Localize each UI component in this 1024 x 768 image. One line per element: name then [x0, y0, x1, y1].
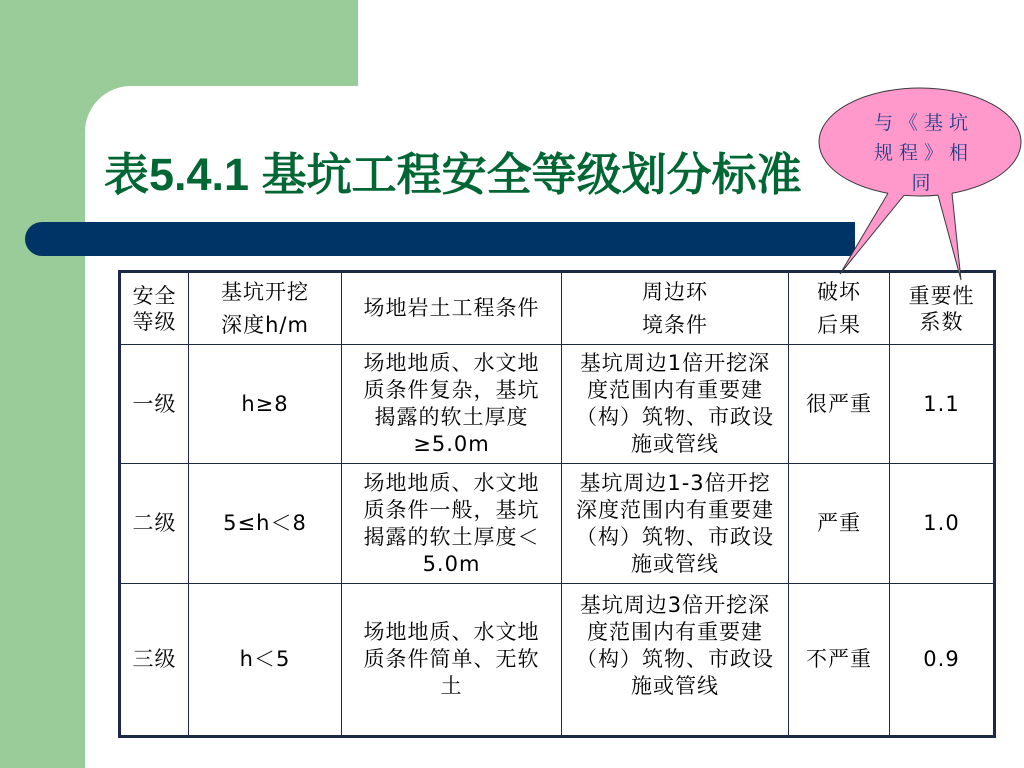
safety-grade-table	[118, 270, 996, 738]
header-surrounding-environment	[562, 272, 789, 345]
cell-line: 不严重	[806, 647, 872, 671]
cell-line: h＜5	[239, 647, 291, 671]
cell-line: 质条件简单、无软	[363, 647, 540, 671]
green-left-band	[0, 0, 85, 768]
cell-line: （构）筑物、市政设	[576, 647, 774, 671]
cell-line: 基坑周边1-3倍开挖	[579, 470, 771, 495]
cell-line: 度范围内有重要建	[587, 620, 763, 644]
cell-line: 1.0	[923, 511, 960, 535]
cell-line: h≥8	[241, 391, 289, 416]
cell-importance-factor	[890, 345, 995, 464]
cell-safety-level	[120, 345, 189, 464]
callout-line: 同	[911, 172, 937, 194]
header-line: 境条件	[642, 312, 708, 337]
cell-surrounding-environment	[562, 464, 789, 584]
callout-text	[818, 108, 1024, 198]
header-line: 等级	[132, 309, 177, 334]
cell-importance-factor	[890, 584, 995, 737]
cell-line: 场地地质、水文地	[363, 620, 540, 644]
cell-surrounding-environment	[562, 345, 789, 464]
cell-failure-consequence	[789, 464, 890, 584]
cell-safety-level	[120, 464, 189, 584]
cell-site-conditions	[342, 345, 562, 464]
cell-line: 土	[440, 674, 463, 698]
cell-line: 深度范围内有重要建	[576, 497, 774, 522]
cell-line: 场地地质、水文地	[363, 351, 540, 375]
cell-line: 5.0m	[422, 551, 481, 576]
cell-excavation-depth	[189, 345, 342, 464]
header-line: 基坑开挖	[221, 279, 309, 304]
header-line: 场地岩土工程条件	[363, 296, 540, 320]
cell-line: 施或管线	[631, 432, 719, 456]
cell-line: 揭露的软土厚度＜	[363, 524, 540, 549]
cell-line: 基坑周边1倍开挖深	[579, 351, 771, 375]
cell-failure-consequence	[789, 584, 890, 737]
title-underline-bar	[25, 222, 855, 256]
cell-site-conditions	[342, 464, 562, 584]
cell-site-conditions	[342, 584, 562, 737]
cell-line: 揭露的软土厚度	[374, 405, 529, 429]
header-line: 破坏	[817, 279, 861, 304]
cell-surrounding-environment	[562, 584, 789, 737]
cell-line: 5≤h＜8	[223, 511, 307, 535]
cell-line: 三级	[132, 647, 177, 671]
cell-line: 场地地质、水文地	[363, 470, 540, 495]
callout-pointer-left	[840, 186, 904, 274]
cell-line: 质条件复杂，基坑	[363, 378, 540, 402]
header-line: 深度h/m	[221, 312, 309, 337]
header-line: 周边环	[642, 279, 708, 304]
cell-line: 0.9	[923, 647, 960, 671]
header-line: 系数	[919, 309, 964, 334]
cell-importance-factor	[890, 464, 995, 584]
cell-line: （构）筑物、市政设	[576, 405, 774, 429]
cell-line: 很严重	[806, 391, 872, 416]
cell-line: ≥5.0m	[413, 432, 490, 456]
callout-line: 与《基坑	[873, 112, 974, 134]
cell-line: 施或管线	[631, 551, 719, 576]
cell-line: 1.1	[923, 391, 960, 416]
header-excavation-depth	[189, 272, 342, 345]
cell-line: 基坑周边3倍开挖深	[579, 593, 771, 617]
header-safety-level	[120, 272, 189, 345]
cell-line: 质条件一般，基坑	[363, 497, 540, 522]
table-row	[120, 584, 995, 737]
slide-title: 表5.4.1 基坑工程安全等级划分标准	[104, 149, 802, 200]
cell-line: 施或管线	[631, 674, 719, 698]
header-line: 安全	[132, 283, 177, 308]
cell-excavation-depth	[189, 464, 342, 584]
table-row	[120, 464, 995, 584]
cell-failure-consequence	[789, 345, 890, 464]
header-line: 后果	[817, 312, 861, 337]
cell-line: 度范围内有重要建	[587, 378, 763, 402]
header-line: 重要性	[908, 283, 975, 308]
cell-line: 一级	[132, 391, 177, 416]
callout-line: 规程》相	[873, 142, 974, 164]
cell-line: 二级	[132, 511, 177, 535]
cell-line: （构）筑物、市政设	[576, 524, 774, 549]
cell-excavation-depth	[189, 584, 342, 737]
header-site-conditions	[342, 272, 562, 345]
cell-safety-level	[120, 584, 189, 737]
table-row	[120, 345, 995, 464]
cell-line: 严重	[817, 511, 861, 535]
